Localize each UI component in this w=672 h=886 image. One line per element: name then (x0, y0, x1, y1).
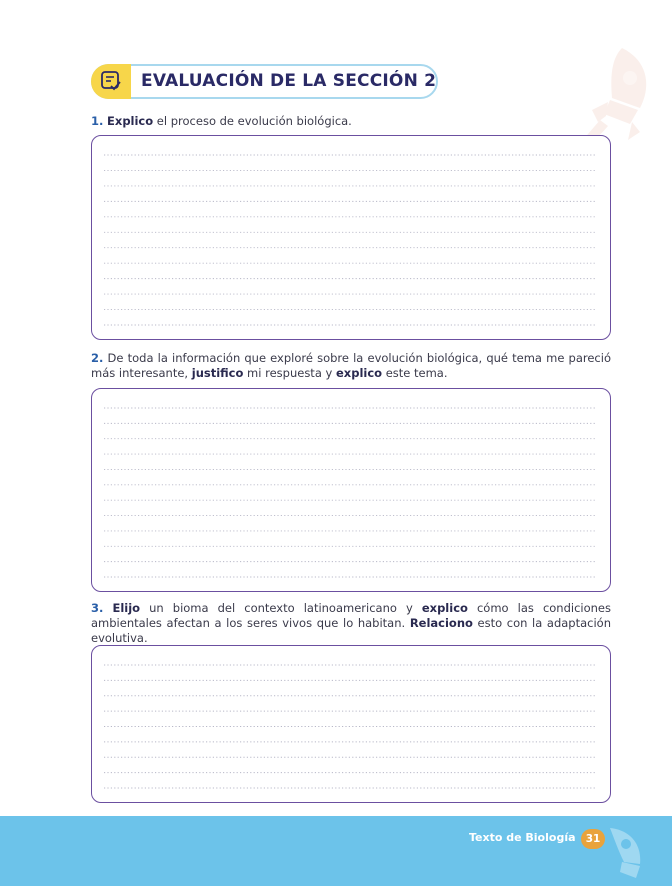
question-text-bold: justifico (191, 366, 244, 380)
rocket-footer-icon (590, 816, 660, 886)
answer-box-1[interactable] (91, 135, 611, 340)
writing-lines (92, 389, 610, 591)
question-text: esto con la adaptación evolutiva. (91, 616, 612, 645)
question-text-bold: explico (336, 366, 383, 380)
writing-lines (92, 136, 610, 339)
page-number-badge: 31 (581, 829, 605, 849)
question-text: cómo las condiciones ambientales afectan a los seres vivos que lo habitan. (91, 601, 612, 630)
question-3-prompt (91, 601, 611, 646)
question-text-bold: Relaciono (409, 616, 473, 630)
question-text: mi respuesta y (243, 366, 336, 380)
question-text-bold: Explico (107, 114, 154, 128)
book-title: Texto de Biología (469, 831, 576, 844)
question-number: 1. (91, 114, 104, 128)
page-footer (0, 816, 672, 886)
worksheet-check-icon (99, 70, 123, 92)
question-number: 3. (91, 601, 104, 615)
question-text-bold: Elijo (112, 601, 141, 615)
answer-box-3[interactable] (91, 645, 611, 803)
question-text: De toda la información que exploré sobre la evolución biológica, qué tema me pareció más interesante, (91, 351, 611, 380)
question-text: el proceso de evolución biológica. (153, 114, 352, 128)
writing-lines (92, 646, 610, 802)
question-text: un bioma del contexto latinoamericano y (140, 601, 422, 615)
answer-box-2[interactable] (91, 388, 611, 592)
question-2-prompt (91, 351, 611, 381)
question-text-bold: explico (421, 601, 468, 615)
section-header-icon-badge (91, 64, 131, 99)
question-1-prompt (91, 114, 611, 129)
question-number: 2. (91, 351, 104, 365)
section-title: EVALUACIÓN DE LA SECCIÓN 2 (141, 71, 437, 91)
question-text: este tema. (382, 366, 448, 380)
